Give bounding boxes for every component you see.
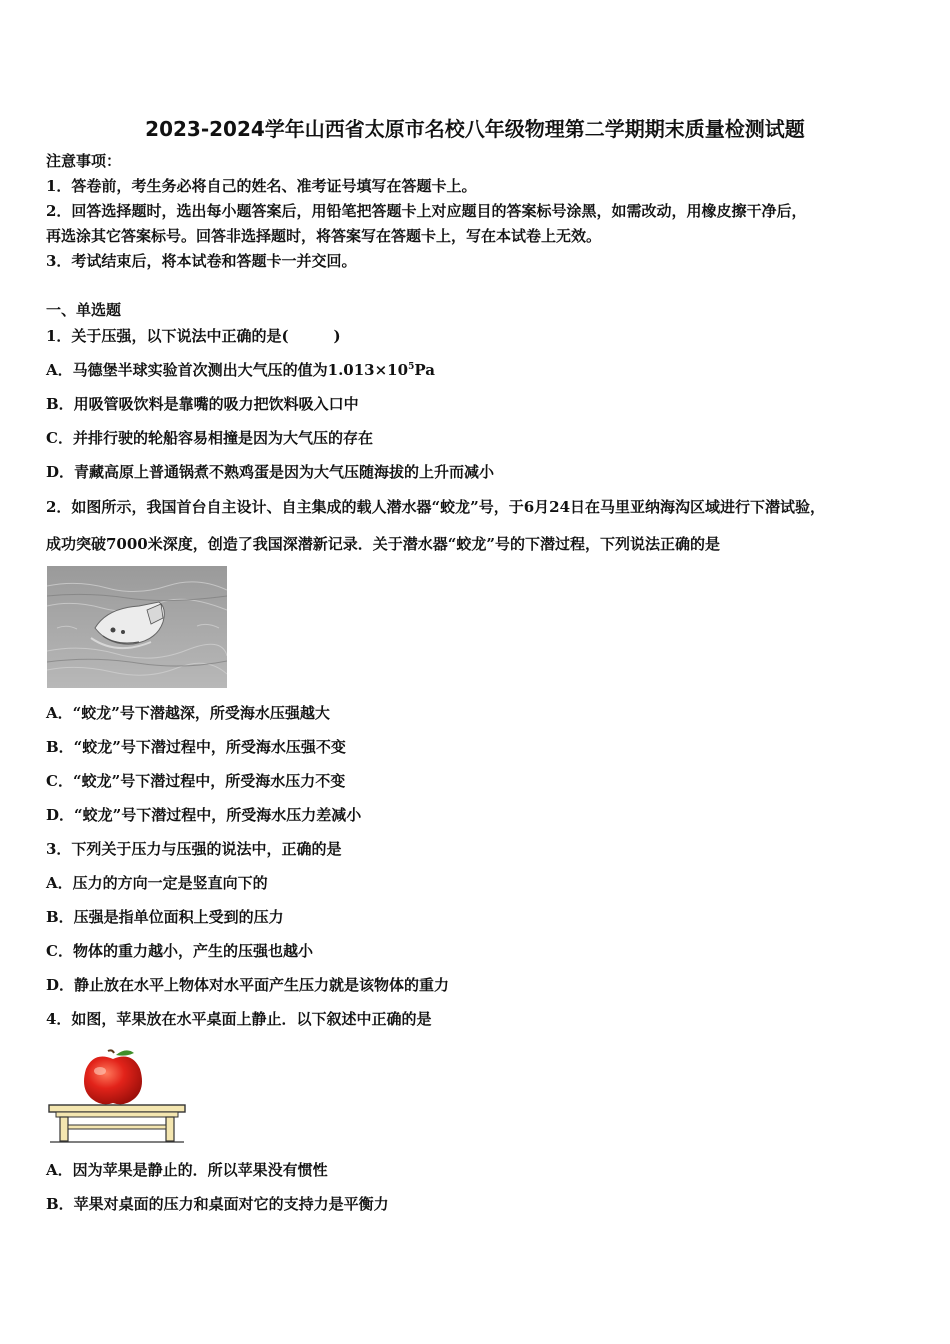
question-2-stem-line-1: 2．如图所示，我国首台自主设计、自主集成的载人潜水器“蛟龙”号，于6月24日在马里亚纳海沟区域进行下潜试验，	[46, 498, 826, 516]
question-2-option-a: A．“蛟龙”号下潜越深，所受海水压强越大	[46, 704, 330, 722]
apple-on-table-figure	[46, 1049, 188, 1145]
question-1-option-b: B．用吸管吸饮料是靠嘴的吸力把饮料吸入口中	[46, 395, 359, 413]
question-4-option-b: B．苹果对桌面的压力和桌面对它的支持力是平衡力	[46, 1195, 389, 1213]
question-2-option-c: C．“蛟龙”号下潜过程中，所受海水压力不变	[46, 772, 346, 790]
question-2-option-b: B．“蛟龙”号下潜过程中，所受海水压强不变	[46, 738, 346, 756]
notice-item-1: 1．答卷前，考生务必将自己的姓名、准考证号填写在答题卡上。	[46, 177, 477, 195]
question-3-option-c: C．物体的重力越小，产生的压强也越小	[46, 942, 313, 960]
question-3-option-b: B．压强是指单位面积上受到的压力	[46, 908, 284, 926]
option-a-text: A．马德堡半球实验首次测出大气压的值为1.013×10	[46, 361, 409, 379]
question-1-stem: 1．关于压强，以下说法中正确的是( )	[46, 327, 341, 345]
question-2-stem-line-2: 成功突破7000米深度，创造了我国深潜新记录．关于潜水器“蛟龙”号的下潜过程，下列说法正确的是	[46, 535, 721, 553]
question-4-stem: 4．如图，苹果放在水平桌面上静止．以下叙述中正确的是	[46, 1010, 432, 1028]
notice-item-3: 3．考试结束后，将本试卷和答题卡一并交回。	[46, 252, 357, 270]
notice-heading: 注意事项：	[46, 152, 122, 170]
option-a-exponent: 5	[408, 362, 415, 372]
question-1-option-a	[46, 360, 435, 380]
question-1-option-c: C．并排行驶的轮船容易相撞是因为大气压的存在	[46, 429, 373, 447]
notice-item-2: 2．回答选择题时，选出每小题答案后，用铅笔把答题卡上对应题目的答案标号涂黑，如需改动，用橡皮擦干净后，	[46, 202, 807, 220]
submersible-photo	[47, 566, 227, 688]
question-3-stem: 3．下列关于压力与压强的说法中，正确的是	[46, 840, 342, 858]
notice-item-2-cont: 再选涂其它答案标号。回答非选择题时，将答案写在答题卡上，写在本试卷上无效。	[46, 227, 602, 245]
question-1-option-d: D．青藏高原上普通锅煮不熟鸡蛋是因为大气压随海拔的上升而减小	[46, 463, 495, 481]
question-3-option-d: D．静止放在水平上物体对水平面产生压力就是该物体的重力	[46, 976, 450, 994]
section-heading: 一、单选题	[46, 301, 122, 319]
option-a-unit: Pa	[414, 361, 435, 379]
question-4-option-a: A．因为苹果是静止的．所以苹果没有惯性	[46, 1161, 328, 1179]
question-3-option-a: A．压力的方向一定是竖直向下的	[46, 874, 268, 892]
question-2-option-d: D．“蛟龙”号下潜过程中，所受海水压力差减小	[46, 806, 362, 824]
page-title: 2023-2024学年山西省太原市名校八年级物理第二学期期末质量检测试题	[145, 117, 805, 141]
